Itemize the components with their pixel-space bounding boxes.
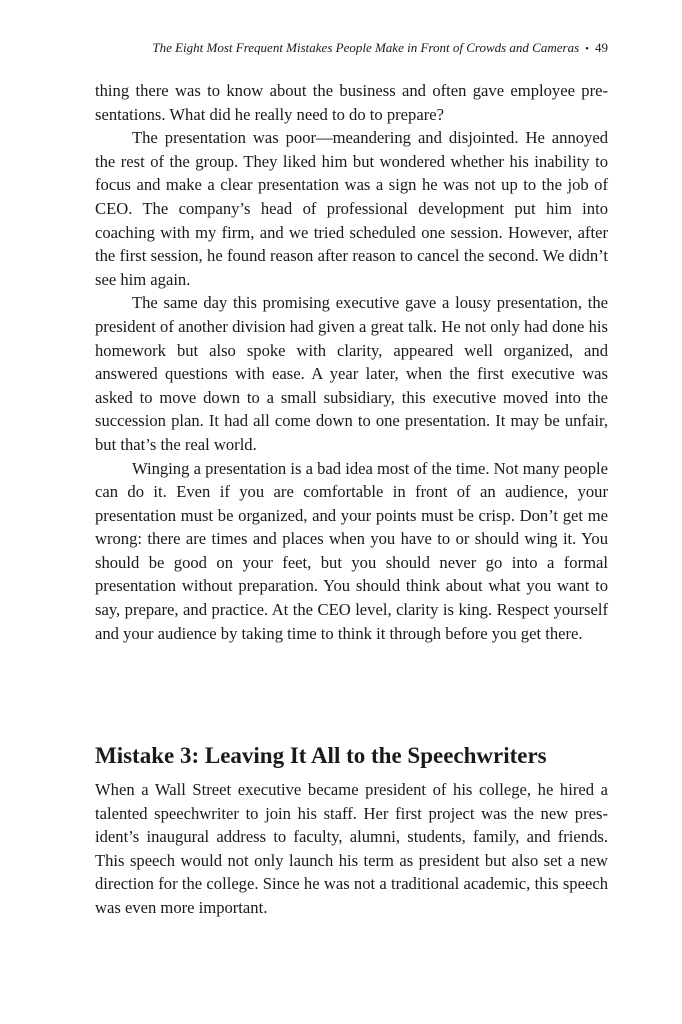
running-head-title: The Eight Most Frequent Mistakes People Make in Front of Crowds and Cameras [152, 40, 580, 55]
running-head [95, 38, 608, 59]
section-text [95, 778, 608, 920]
running-head-separator: • [585, 43, 589, 55]
section-heading: Mistake 3: Leaving It All to the Speechwriters [95, 743, 547, 769]
paragraph-continuation: thing there was to know about the business and often gave employee presentations. What did he really need to do to prepare? [95, 81, 608, 124]
body-text [95, 79, 608, 645]
paragraph: Winging a presentation is a bad idea most of the time. Not many people can do it. Even if you are comfortable in front of an audience, your presentation must be organized, and your points must be crisp. Don’t get me wrong: there are times and places when you have to or should wing it. You should be good on your feet, but you should never go into a formal presentation without preparation. You should think about what you want to say, prepare, and practice. At the CEO level, clarity is king. Respect yourself and your audience by taking time to think it through before you get there. [95, 458, 608, 643]
page-number: 49 [595, 40, 608, 55]
paragraph: The same day this promising executive gave a lousy presentation, the president of another division had given a great talk. He not only had done his homework but also spoke with clarity, appeared well organized, and answered questions with ease. A year later, when the first executive was asked to move down to a small subsidiary, this executive moved into the succession plan. It had all come down to one presentation. It may be unfair, but that’s the real world. [95, 293, 608, 454]
paragraph: The presentation was poor—meandering and disjointed. He annoyed the rest of the group. They liked him but wondered whether his inability to focus and make a clear presentation was a sign he was not up to the job of CEO. The company’s head of professional development put him into coaching with my firm, and we tried scheduled one session. However, after the first session, he found reason after reason to cancel the second. We didn’t see him again. [95, 128, 608, 289]
paragraph: When a Wall Street executive became president of his college, he hired a talented speechwriter to join his staff. Her first project was the new president’s inaugural address to faculty, alumni, students, family, and friends. This speech would not only launch his term as president but also set a new direction for the college. Since he was not a traditional academic, this speech was even more important. [95, 780, 608, 917]
